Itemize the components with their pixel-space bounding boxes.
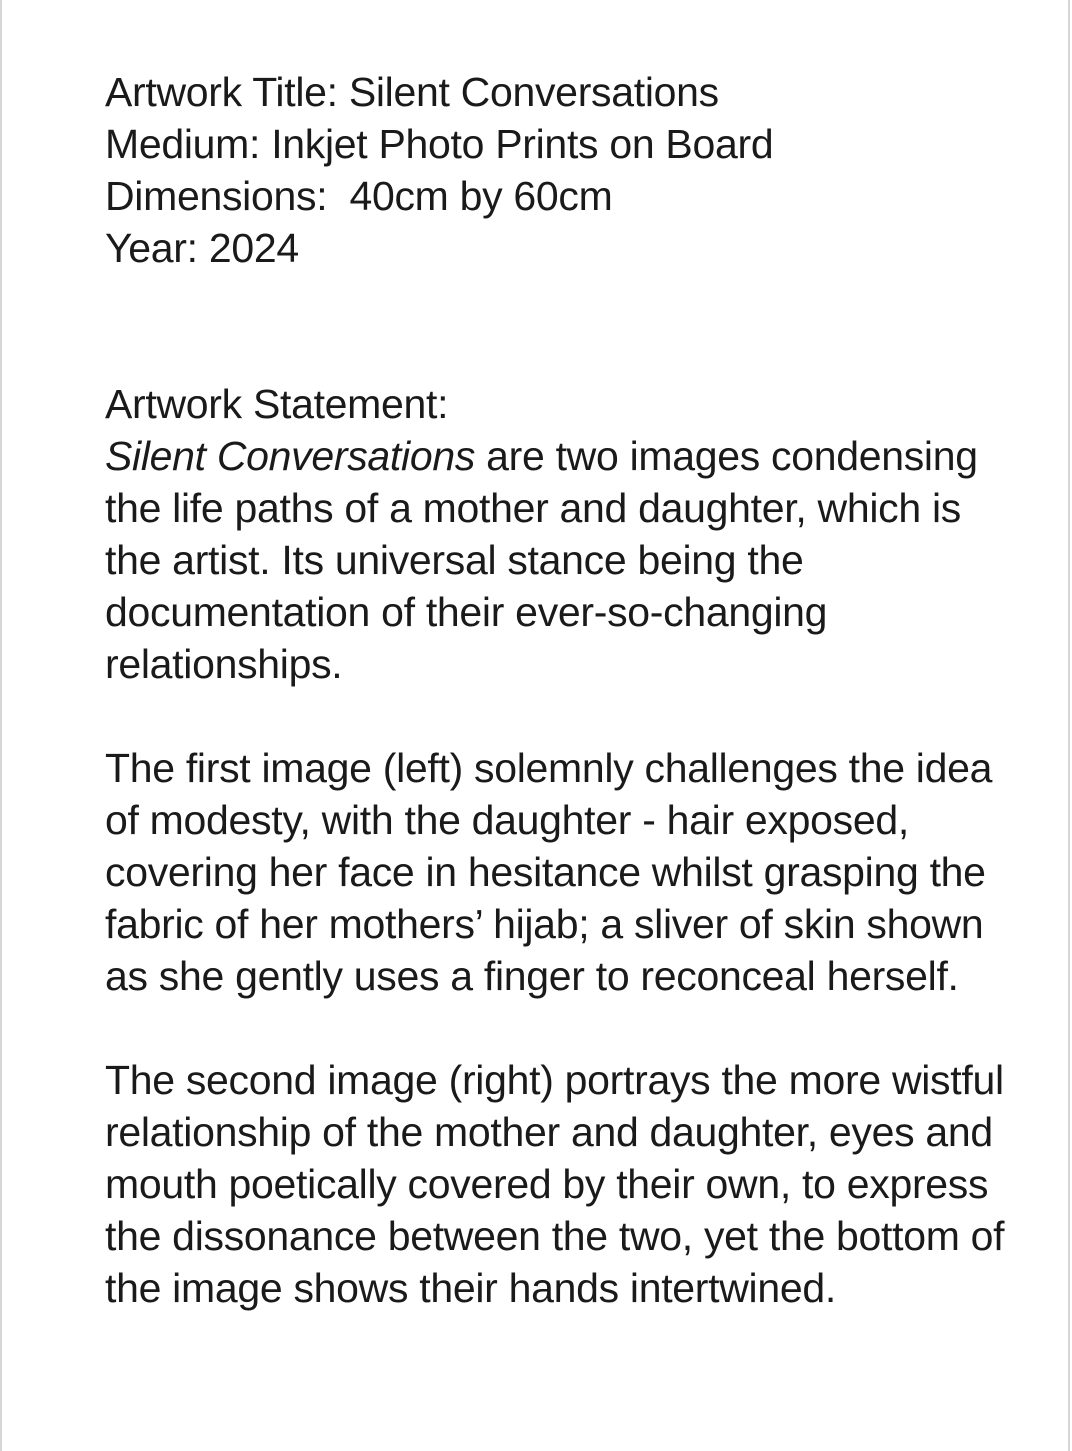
statement-paragraph-1 — [105, 430, 1005, 690]
statement-paragraph-1-text: are two images condensing the life paths of a mother and daughter, which is the artist. Its universal stance being the documentation of their ever-so-changing relationships. — [105, 433, 978, 687]
artwork-medium: Medium: Inkjet Photo Prints on Board — [105, 121, 774, 167]
statement-paragraph-2: The first image (left) solemnly challenges the idea of modesty, with the daughter - hair exposed, covering her face in hesitance whilst grasping the fabric of her mothers’ hijab; a sliver of skin shown as she gently uses a finger to reconceal herself. — [105, 745, 993, 999]
statement-heading: Artwork Statement: — [105, 381, 449, 427]
statement-paragraph-3: The second image (right) portrays the more wistful relationship of the mother and daughter, eyes and mouth poetically covered by their own, to express the dissonance between the two, yet the bottom of the image shows their hands intertwined. — [105, 1057, 1005, 1311]
artwork-metadata — [105, 66, 1005, 274]
statement-artwork-name: Silent Conversations — [105, 433, 476, 479]
artwork-title: Artwork Title: Silent Conversations — [105, 69, 719, 115]
artwork-dimensions: Dimensions: 40cm by 60cm — [105, 173, 613, 219]
artwork-year: Year: 2024 — [105, 225, 299, 271]
artwork-statement — [105, 378, 1005, 1314]
artwork-label — [105, 66, 1005, 1366]
